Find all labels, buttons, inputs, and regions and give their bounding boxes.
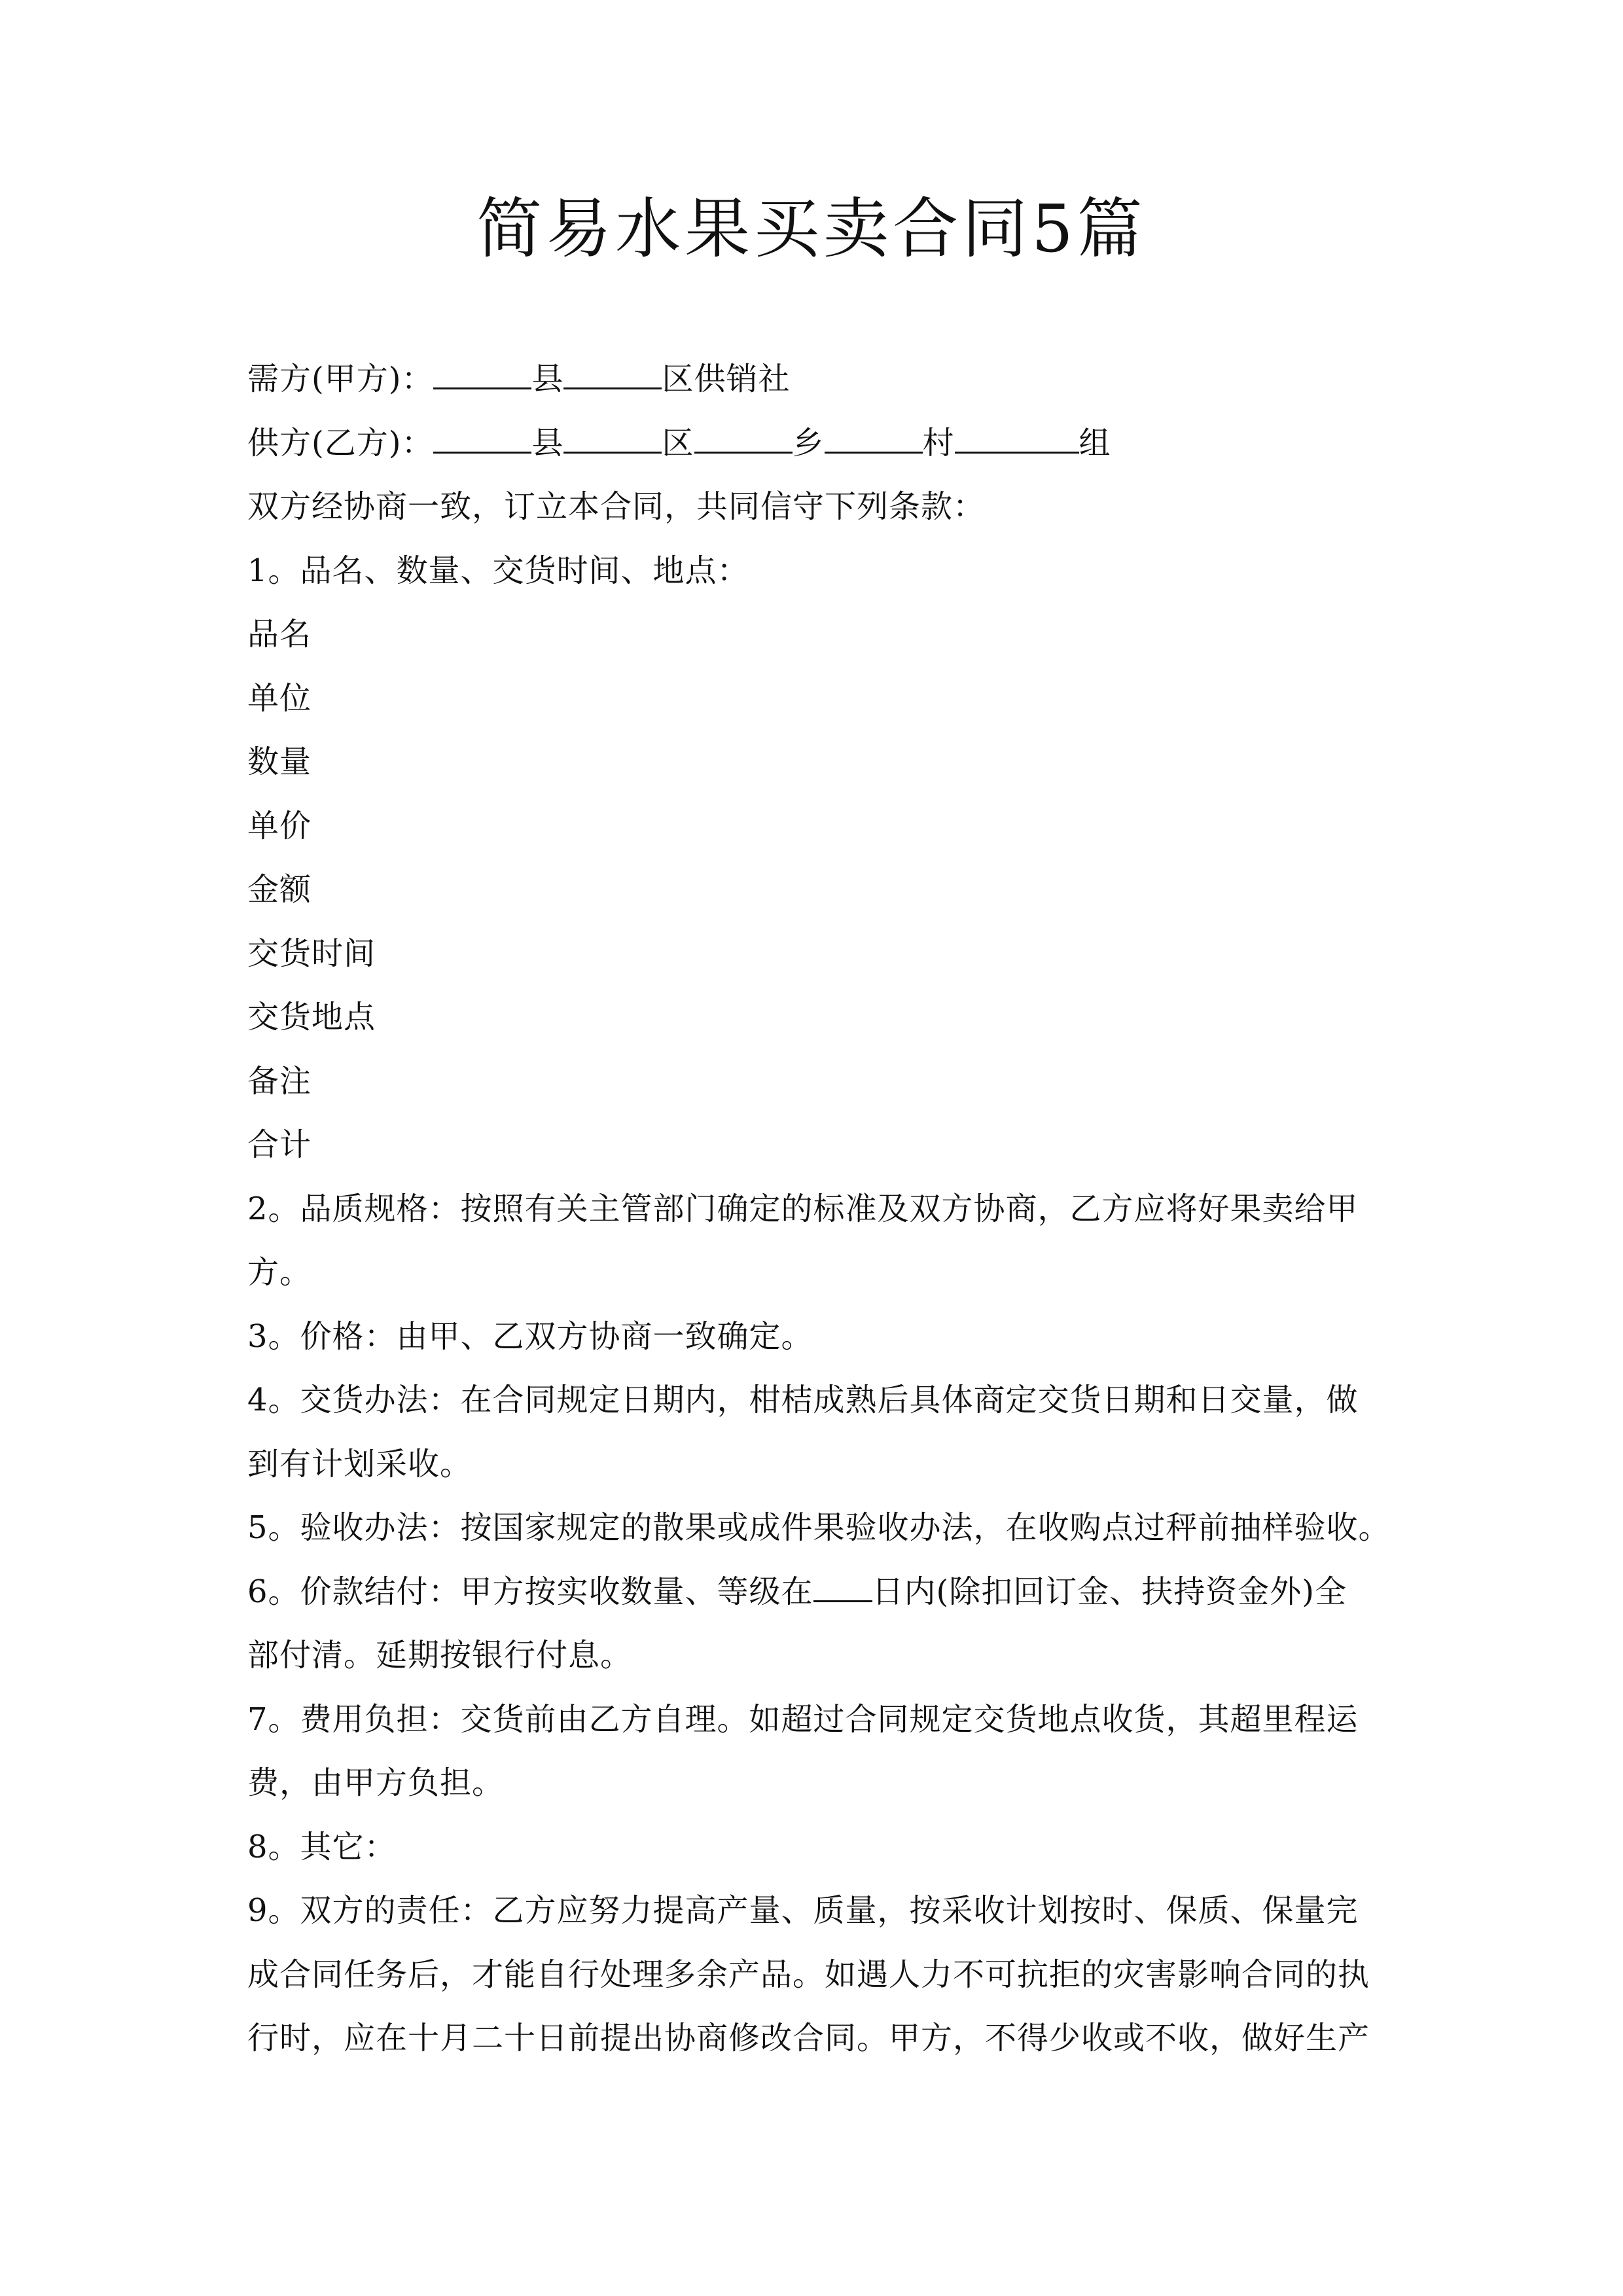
- district-blank: [563, 361, 662, 389]
- party-b-district: 区: [662, 424, 694, 461]
- party-a-suffix: 区供销社: [662, 361, 791, 397]
- clause-9-line-3: 行时，应在十月二十日前提出协商修改合同。甲方，不得少收或不收，做好生产: [247, 2020, 1370, 2056]
- field-total: 合计: [247, 1126, 312, 1163]
- field-delivery-time: 交货时间: [247, 935, 376, 972]
- township-blank: [694, 425, 793, 454]
- clause-2-line-2: 方。: [247, 1254, 312, 1291]
- party-b-county: 县: [531, 424, 564, 461]
- party-b-group: 组: [1079, 424, 1111, 461]
- intro-text: 双方经协商一致，订立本合同，共同信守下列条款：: [247, 488, 986, 525]
- clause-7-line-2: 费，由甲方负担。: [247, 1765, 505, 1801]
- party-a-line: [247, 348, 1406, 412]
- party-b-line: [247, 412, 1406, 476]
- clause-5: 5。验收办法：按国家规定的散果或成件果验收办法，在收购点过秤前抽样验收。: [247, 1509, 1391, 1546]
- field-amount: 金额: [247, 871, 312, 908]
- field-delivery-place: 交货地点: [247, 999, 376, 1035]
- clause-6-line-2: 部付清。延期按银行付息。: [247, 1637, 633, 1674]
- field-unit: 单位: [247, 679, 312, 717]
- clause-1-heading: 1。品名、数量、交货时间、地点：: [247, 552, 749, 589]
- field-product-name: 品名: [247, 616, 312, 653]
- clause-7-line-1: 7。费用负担：交货前由乙方自理。如超过合同规定交货地点收货，其超里程运: [247, 1700, 1359, 1738]
- document-body: [247, 348, 1406, 2071]
- county-blank: [433, 361, 531, 389]
- field-quantity: 数量: [247, 744, 312, 780]
- party-a-prefix: 需方(甲方)：: [247, 361, 434, 397]
- clause-4-line-1: 4。交货办法：在合同规定日期内，柑桔成熟后具体商定交货日期和日交量，做: [247, 1382, 1359, 1418]
- days-blank: [813, 1574, 872, 1602]
- field-remarks: 备注: [247, 1062, 312, 1100]
- clause-6-after-blank: 日内(除扣回订金、扶持资金外)全: [872, 1573, 1347, 1610]
- clause-4-line-2: 到有计划采收。: [247, 1445, 473, 1482]
- clause-2-line-1: 2。品质规格：按照有关主管部门确定的标准及双方协商，乙方应将好果卖给甲: [247, 1190, 1359, 1227]
- county-blank: [433, 425, 531, 454]
- group-blank: [955, 425, 1079, 454]
- field-unit-price: 单价: [247, 807, 312, 844]
- district-blank: [563, 425, 662, 454]
- clause-6-before-blank: 6。价款结付：甲方按实收数量、等级在: [247, 1573, 813, 1610]
- clause-3: 3。价格：由甲、乙双方协商一致确定。: [247, 1318, 813, 1355]
- party-b-township: 乡: [792, 424, 825, 461]
- village-blank: [825, 425, 923, 454]
- clause-8: 8。其它：: [247, 1828, 397, 1865]
- party-a-county: 县: [531, 361, 564, 397]
- document-title: 简易水果买卖合同5篇: [476, 190, 1147, 267]
- party-b-village: 村: [922, 424, 955, 461]
- party-b-prefix: 供方(乙方)：: [247, 424, 434, 461]
- clause-9-line-1: 9。双方的责任：乙方应努力提高产量、质量，按采收计划按时、保质、保量完: [247, 1892, 1359, 1929]
- clause-6-line-1: [247, 1560, 1406, 1624]
- clause-9-line-2: 成合同任务后，才能自行处理多余产品。如遇人力不可抗拒的灾害影响合同的执: [247, 1956, 1370, 1993]
